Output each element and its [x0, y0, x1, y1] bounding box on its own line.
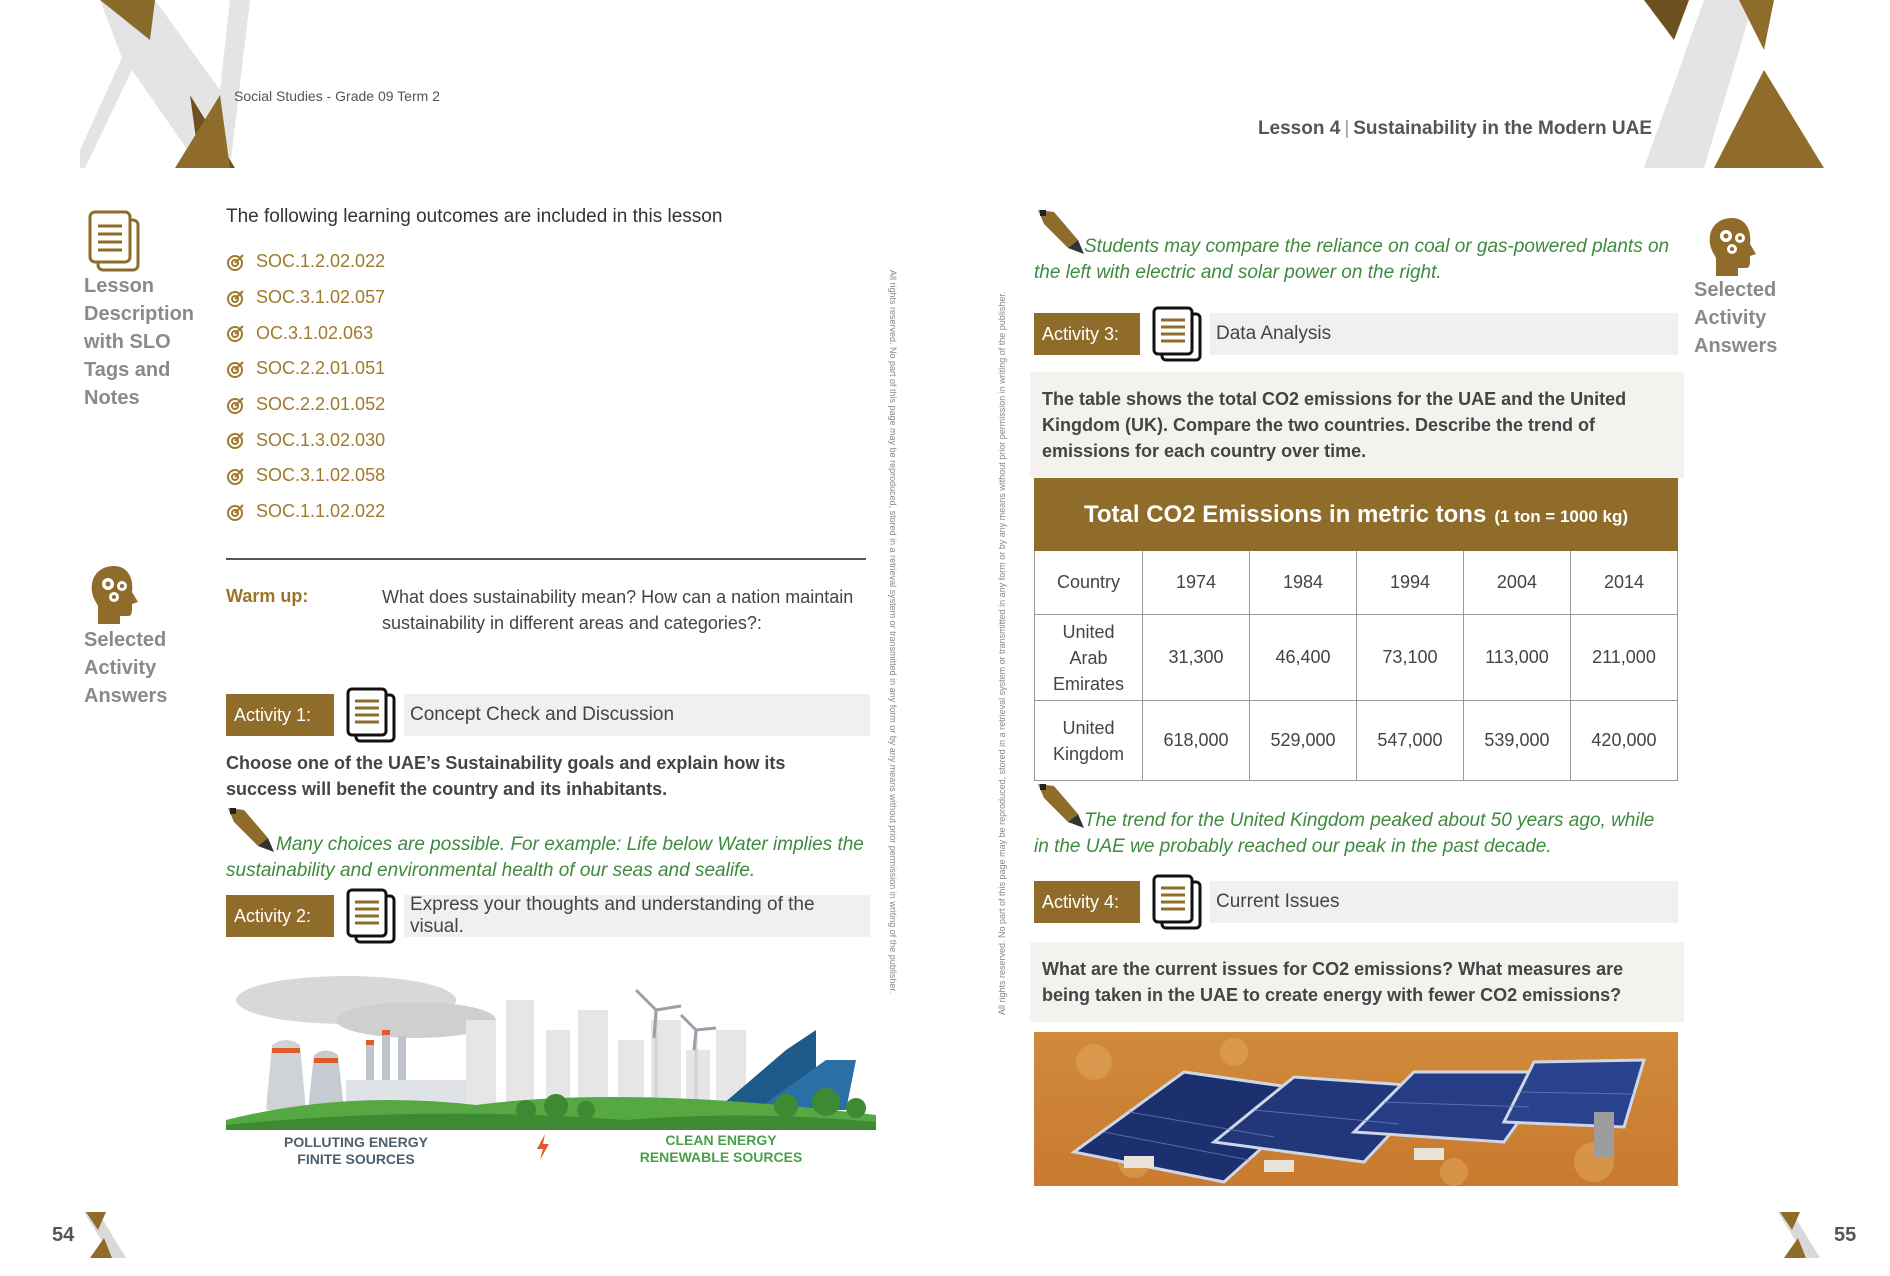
activity-2-title: Express your thoughts and understanding of the visual. [404, 895, 870, 937]
selected-answers-label-right: Selected Activity Answers [1694, 279, 1778, 357]
country-cell: United Arab Emirates [1035, 615, 1143, 701]
copyright-note-right: All rights reserved. No part of this page may be reproduced, stored in a retrieval system or transmitted in any form or by any means without prior permission in writing of the publisher. [997, 291, 1007, 1015]
table-row [1035, 615, 1678, 701]
table-title-note: (1 ton = 1000 kg) [1494, 506, 1628, 526]
activity-1-tag: Activity 1: [226, 694, 334, 736]
lesson-number: Lesson 4 [1257, 118, 1341, 139]
co2-table-container [1034, 478, 1678, 781]
head-gears-icon [1704, 216, 1760, 278]
slo-tag[interactable]: SOC.1.2.02.022 [226, 244, 385, 280]
slo-tag[interactable]: SOC.3.1.02.057 [226, 280, 385, 316]
target-icon [226, 288, 246, 308]
book-title: Social Studies - Grade 09 Term 2 [234, 88, 440, 104]
warm-up-label: Warm up: [226, 586, 309, 606]
lesson-title: Sustainability in the Modern UAE [1353, 118, 1652, 139]
activity-3-header [1034, 312, 1678, 356]
slo-tag[interactable]: OC.3.1.02.063 [226, 315, 385, 351]
activity-1-question: Choose one of the UAE’s Sustainability goals and explain how its success will benefit the country and its inhabitants. [226, 753, 786, 799]
activity-1-header [226, 693, 870, 737]
column-header: 2004 [1463, 551, 1570, 615]
value-cell: 73,100 [1356, 615, 1463, 701]
clean-energy-caption: CLEAN ENERGY RENEWABLE SOURCES [639, 1132, 803, 1165]
warm-up-text: What does sustainability mean? How can a nation maintain sustainability in different areas and categories?: [382, 587, 854, 633]
target-icon [226, 395, 246, 415]
copyright-note-left: All rights reserved. No part of this page may be reproduced, stored in a retrieval system or transmitted in any form or by any means without prior permission in writing of the publisher. [888, 270, 898, 994]
column-header: 1994 [1356, 551, 1463, 615]
activity-3-question: The table shows the total CO2 emissions for the UAE and the United Kingdom (UK). Compare the two countries. Describe the trend of emissions for each country over time. [1030, 372, 1684, 478]
top-right-decoration [1644, 0, 1824, 168]
column-header: 2014 [1570, 551, 1677, 615]
lesson-description-label: Lesson Description with SLO Tags and Notes [84, 275, 195, 409]
activity-2-tag: Activity 2: [226, 895, 334, 937]
slo-tag-list [226, 244, 385, 530]
slo-tag[interactable]: SOC.1.3.02.030 [226, 422, 385, 458]
lesson-header: Lesson 4 | Sustainability in the Modern UAE [1257, 118, 1652, 139]
lightning-icon [536, 1134, 550, 1160]
activity-3-answer: The trend for the United Kingdom peaked about 50 years ago, while in the UAE we probably reached our peak in the past decade. [1034, 810, 1655, 857]
activity-1-title: Concept Check and Discussion [404, 694, 870, 736]
table-header-row [1035, 551, 1678, 615]
activity-3-title: Data Analysis [1210, 313, 1678, 355]
selected-answers-label-left: Selected Activity Answers [84, 629, 168, 707]
value-cell: 211,000 [1570, 615, 1677, 701]
footer-logo-right [1778, 1212, 1820, 1263]
target-icon [226, 430, 246, 450]
slo-tag[interactable]: SOC.2.2.01.052 [226, 387, 385, 423]
document-icon [344, 687, 400, 743]
value-cell: 547,000 [1356, 701, 1463, 781]
value-cell: 113,000 [1463, 615, 1570, 701]
target-icon [226, 466, 246, 486]
activity-3-tag: Activity 3: [1034, 313, 1140, 355]
page-number-left: 54 [52, 1224, 75, 1246]
section-divider [226, 558, 866, 560]
document-icon [1150, 306, 1206, 362]
energy-illustration [226, 970, 876, 1180]
value-cell: 46,400 [1249, 615, 1356, 701]
value-cell: 31,300 [1143, 615, 1250, 701]
target-icon [226, 502, 246, 522]
head-gears-icon [86, 564, 142, 626]
activity-4-tag: Activity 4: [1034, 881, 1140, 923]
page-number-right: 55 [1834, 1224, 1857, 1246]
document-icon [1150, 874, 1206, 930]
value-cell: 618,000 [1143, 701, 1250, 781]
target-icon [226, 323, 246, 343]
target-icon [226, 359, 246, 379]
activity-4-question: What are the current issues for CO2 emissions? What measures are being taken in the UAE to create energy with fewer CO2 emissions? [1030, 942, 1684, 1022]
polluting-energy-caption: POLLUTING ENERGY FINITE SOURCES [284, 1134, 428, 1167]
table-title: Total CO2 Emissions in metric tons (1 ton = 1000 kg) [1035, 479, 1678, 551]
activity-1-answer: Many choices are possible. For example: Life below Water implies the sustainability and environmental health of our seas and sealife. [226, 834, 864, 881]
activity-4-header [1034, 880, 1678, 924]
top-left-decoration [80, 0, 250, 168]
column-header: Country [1035, 551, 1143, 615]
value-cell: 420,000 [1570, 701, 1677, 781]
solar-panels-photo [1034, 1032, 1678, 1186]
column-header: 1984 [1249, 551, 1356, 615]
value-cell: 529,000 [1249, 701, 1356, 781]
table-row [1035, 701, 1678, 781]
activity-4-title: Current Issues [1210, 881, 1678, 923]
co2-emissions-table [1034, 478, 1678, 781]
footer-logo-left [84, 1212, 126, 1263]
country-cell: United Kingdom [1035, 701, 1143, 781]
value-cell: 539,000 [1463, 701, 1570, 781]
slo-tag[interactable]: SOC.1.1.02.022 [226, 494, 385, 530]
energy-illustration-graphic [226, 970, 876, 1130]
document-icon [86, 210, 142, 272]
column-header: 1974 [1143, 551, 1250, 615]
slo-tag[interactable]: SOC.3.1.02.058 [226, 458, 385, 494]
intro-text: The following learning outcomes are included in this lesson [226, 206, 723, 227]
target-icon [226, 252, 246, 272]
solar-panels-graphic [1034, 1032, 1678, 1186]
document-icon [344, 888, 400, 944]
activity-2-header [226, 894, 870, 938]
slo-tag[interactable]: SOC.2.2.01.051 [226, 351, 385, 387]
activity-2-answer: Students may compare the reliance on coal or gas-powered plants on the left with electric and solar power on the right. [1034, 236, 1670, 283]
